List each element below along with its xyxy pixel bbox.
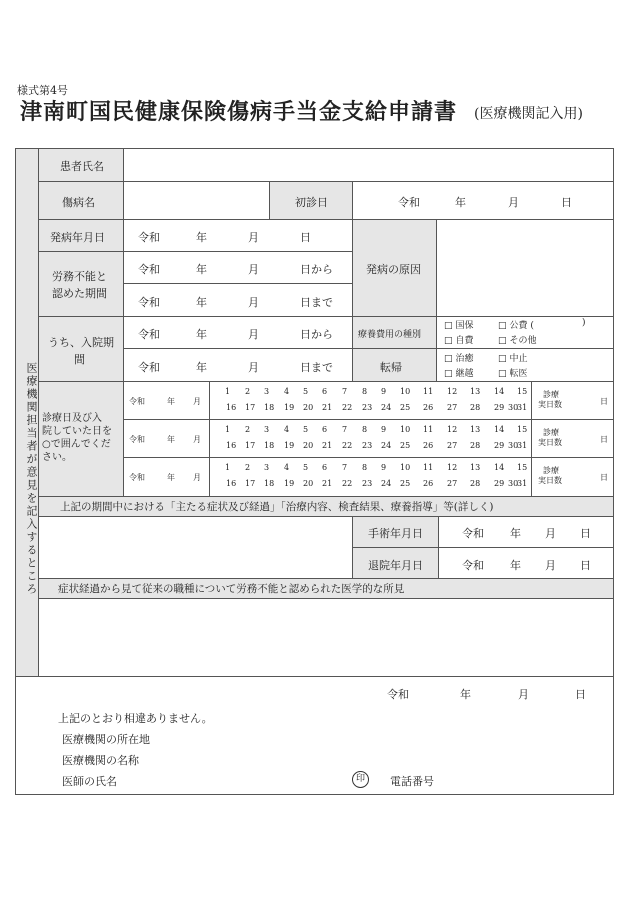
day-cell[interactable]: 18 <box>264 403 275 412</box>
day-cell[interactable]: 10 <box>400 387 411 396</box>
phone-label: 電話番号 <box>390 775 434 788</box>
day-cell[interactable]: 25 <box>400 479 411 488</box>
day-cell[interactable]: 9 <box>381 387 387 396</box>
inpatient-until-era: 令和 <box>138 361 160 374</box>
day-cell[interactable]: 26 <box>423 479 434 488</box>
day-cell[interactable]: 7 <box>342 387 348 396</box>
day-cell[interactable]: 27 <box>447 479 458 488</box>
day-cell[interactable]: 2 <box>245 425 251 434</box>
day-cell[interactable]: 5 <box>303 387 309 396</box>
day-cell[interactable]: 1 <box>225 425 231 434</box>
outcome-option-stopped[interactable]: □ 中止 <box>498 351 528 364</box>
actual-days-label: 診療 <box>543 428 559 437</box>
actual-days-label: 実日数 <box>538 476 562 485</box>
form-number: 様式第4号 <box>17 84 68 97</box>
line <box>209 381 210 496</box>
disease-label: 傷病名 <box>62 196 95 209</box>
doctor-label: 医師の氏名 <box>62 775 117 788</box>
disability-until-era: 令和 <box>138 296 160 309</box>
day-cell[interactable]: 24 <box>381 403 392 412</box>
cost-type-label: 療養費用の種別 <box>358 330 422 340</box>
seal-mark: 印 <box>352 771 369 788</box>
day-cell[interactable]: 8 <box>362 425 368 434</box>
disability-label-1: 労務不能と <box>52 270 107 283</box>
actual-days-label: 実日数 <box>538 400 562 409</box>
day-cell[interactable]: 23 <box>362 479 373 488</box>
day-cell[interactable]: 17 <box>245 441 256 450</box>
inpatient-until-month: 月 <box>248 361 259 374</box>
cost-option-kokuho[interactable]: □ 国保 <box>444 318 474 331</box>
disability-from-day: 日から <box>300 263 333 276</box>
first-visit-month: 月 <box>508 196 519 209</box>
day-cell[interactable]: 21 <box>322 403 333 412</box>
first-visit-label: 初診日 <box>295 196 328 209</box>
certify-day: 日 <box>575 688 586 701</box>
line <box>39 496 614 497</box>
visit-row-year: 年 <box>167 397 175 406</box>
certify-text: 上記のとおり相違ありません。 <box>58 712 213 725</box>
day-cell[interactable]: 25 <box>400 441 411 450</box>
disability-from-year: 年 <box>196 263 207 276</box>
day-cell[interactable]: 18 <box>264 441 275 450</box>
disability-until-day: 日まで <box>300 296 333 309</box>
day-cell[interactable]: 23 <box>362 403 373 412</box>
day-cell[interactable]: 3 <box>264 387 270 396</box>
day-cell[interactable]: 8 <box>362 387 368 396</box>
day-cell[interactable]: 19 <box>284 479 295 488</box>
surgery-date-label: 手術年月日 <box>368 527 423 540</box>
disability-until-month: 月 <box>248 296 259 309</box>
day-cell[interactable]: 9 <box>381 463 387 472</box>
day-cell[interactable]: 13 <box>470 463 481 472</box>
disability-label-2: 認めた期間 <box>52 287 107 300</box>
outcome-label: 転帰 <box>380 361 402 374</box>
address-label: 医療機関の所在地 <box>62 733 150 746</box>
day-cell[interactable]: 31 <box>517 479 528 488</box>
outcome-option-transfer[interactable]: □ 転医 <box>498 366 528 379</box>
discharge-era: 令和 <box>462 559 484 572</box>
visit-row-month: 月 <box>193 473 201 482</box>
day-cell[interactable]: 28 <box>470 403 481 412</box>
line <box>15 676 614 677</box>
line <box>269 181 270 219</box>
certify-month: 月 <box>518 688 529 701</box>
onset-year: 年 <box>196 231 207 244</box>
day-cell[interactable]: 29 <box>494 479 505 488</box>
disability-from-month: 月 <box>248 263 259 276</box>
day-cell[interactable]: 16 <box>226 441 237 450</box>
day-cell[interactable]: 16 <box>226 403 237 412</box>
day-cell[interactable]: 21 <box>322 479 333 488</box>
day-cell[interactable]: 30 <box>508 403 519 412</box>
form-subtitle: (医療機関記入用) <box>474 106 583 122</box>
institution-label: 医療機関の名称 <box>62 754 139 767</box>
day-cell[interactable]: 5 <box>303 425 309 434</box>
day-cell[interactable]: 30 <box>508 479 519 488</box>
inpatient-from-day: 日から <box>300 328 333 341</box>
day-cell[interactable]: 26 <box>423 403 434 412</box>
visit-row-year: 年 <box>167 473 175 482</box>
actual-days-label: 診療 <box>543 390 559 399</box>
day-cell[interactable]: 14 <box>494 425 505 434</box>
day-cell[interactable]: 10 <box>400 463 411 472</box>
visit-row-year: 年 <box>167 435 175 444</box>
day-cell[interactable]: 12 <box>447 463 458 472</box>
day-cell[interactable]: 29 <box>494 441 505 450</box>
line <box>352 181 353 219</box>
line <box>123 348 614 349</box>
first-visit-year: 年 <box>455 196 466 209</box>
day-cell[interactable]: 1 <box>225 463 231 472</box>
day-cell[interactable]: 31 <box>517 441 528 450</box>
visit-days-instructions <box>42 412 112 464</box>
line <box>39 251 352 252</box>
line <box>352 547 614 548</box>
day-cell[interactable]: 15 <box>517 463 528 472</box>
actual-days-label: 実日数 <box>538 438 562 447</box>
day-cell[interactable]: 3 <box>264 425 270 434</box>
inpatient-label-1: うち、入院期 <box>48 336 114 349</box>
surgery-year: 年 <box>510 527 521 540</box>
day-cell[interactable]: 20 <box>303 441 314 450</box>
day-cell[interactable]: 23 <box>362 441 373 450</box>
line <box>39 578 614 579</box>
day-cell[interactable]: 4 <box>284 387 290 396</box>
visit-row-era: 令和 <box>129 397 145 406</box>
line <box>39 219 614 220</box>
onset-era: 令和 <box>138 231 160 244</box>
visit-row-era: 令和 <box>129 435 145 444</box>
actual-days-unit: 日 <box>600 435 608 444</box>
day-cell[interactable]: 16 <box>226 479 237 488</box>
day-cell[interactable]: 26 <box>423 441 434 450</box>
day-cell[interactable]: 27 <box>447 403 458 412</box>
line <box>352 219 353 381</box>
line <box>352 516 353 578</box>
day-cell[interactable]: 6 <box>322 463 328 472</box>
inpatient-until-year: 年 <box>196 361 207 374</box>
day-cell[interactable]: 17 <box>245 403 256 412</box>
line <box>39 316 614 317</box>
day-cell[interactable]: 18 <box>264 479 275 488</box>
day-cell[interactable]: 1 <box>225 387 231 396</box>
symptom-header: 上記の期間中における「主たる症状及び経過」「治療内容、検査結果、療養指導」等(詳しく) <box>60 501 494 513</box>
line <box>39 381 614 382</box>
day-cell[interactable]: 29 <box>494 403 505 412</box>
day-cell[interactable]: 3 <box>264 463 270 472</box>
day-cell[interactable]: 31 <box>517 403 528 412</box>
inpatient-from-era: 令和 <box>138 328 160 341</box>
day-cell[interactable]: 30 <box>508 441 519 450</box>
cause-label: 発病の原因 <box>366 263 421 276</box>
day-cell[interactable]: 11 <box>423 387 434 396</box>
day-cell[interactable]: 20 <box>303 403 314 412</box>
surgery-era: 令和 <box>462 527 484 540</box>
day-cell[interactable]: 22 <box>342 479 353 488</box>
day-cell[interactable]: 22 <box>342 403 353 412</box>
cost-option-jihi[interactable]: □ 自費 <box>444 333 474 346</box>
visit-days-label-line: 院していた日を <box>42 426 112 437</box>
outcome-option-cured[interactable]: □ 治癒 <box>444 351 474 364</box>
visit-row-era: 令和 <box>129 473 145 482</box>
day-cell[interactable]: 14 <box>494 387 505 396</box>
first-visit-day: 日 <box>561 196 572 209</box>
day-cell[interactable]: 7 <box>342 425 348 434</box>
discharge-year: 年 <box>510 559 521 572</box>
day-cell[interactable]: 19 <box>284 441 295 450</box>
day-cell[interactable]: 24 <box>381 441 392 450</box>
certify-era: 令和 <box>387 688 409 701</box>
patient-name-label: 患者氏名 <box>60 160 104 173</box>
day-cell[interactable]: 19 <box>284 403 295 412</box>
day-cell[interactable]: 24 <box>381 479 392 488</box>
day-cell[interactable]: 22 <box>342 441 353 450</box>
actual-days-unit: 日 <box>600 473 608 482</box>
inpatient-label-2: 間 <box>74 353 85 366</box>
inpatient-from-year: 年 <box>196 328 207 341</box>
first-visit-era: 令和 <box>398 196 420 209</box>
day-cell[interactable]: 4 <box>284 425 290 434</box>
day-cell[interactable]: 21 <box>322 441 333 450</box>
discharge-date-label: 退院年月日 <box>368 559 423 572</box>
visit-row-month: 月 <box>193 397 201 406</box>
day-cell[interactable]: 15 <box>517 425 528 434</box>
day-cell[interactable]: 6 <box>322 425 328 434</box>
disability-until-year: 年 <box>196 296 207 309</box>
day-cell[interactable]: 14 <box>494 463 505 472</box>
side-label: 医療機関担当者が意見を記入するところ <box>25 362 38 596</box>
visit-days-label-line: ○で囲んでくだ <box>42 439 111 450</box>
inpatient-until-day: 日まで <box>300 361 333 374</box>
discharge-month: 月 <box>545 559 556 572</box>
line <box>39 516 614 517</box>
cost-option-kohi[interactable]: □ 公費 ( <box>498 318 534 331</box>
disability-from-era: 令和 <box>138 263 160 276</box>
line <box>123 457 614 458</box>
form-title: 津南町国民健康保険傷病手当金支給申請書 <box>20 99 458 125</box>
surgery-month: 月 <box>545 527 556 540</box>
day-cell[interactable]: 20 <box>303 479 314 488</box>
day-cell[interactable]: 2 <box>245 387 251 396</box>
day-cell[interactable]: 6 <box>322 387 328 396</box>
day-cell[interactable]: 10 <box>400 425 411 434</box>
day-cell[interactable]: 15 <box>517 387 528 396</box>
discharge-day: 日 <box>580 559 591 572</box>
day-cell[interactable]: 11 <box>423 463 434 472</box>
line <box>39 598 614 599</box>
surgery-day: 日 <box>580 527 591 540</box>
inpatient-from-month: 月 <box>248 328 259 341</box>
day-cell[interactable]: 28 <box>470 441 481 450</box>
visit-days-label-line: さい。 <box>42 452 72 463</box>
day-cell[interactable]: 7 <box>342 463 348 472</box>
certify-year: 年 <box>460 688 471 701</box>
medical-opinion-header: 症状経過から見て従来の職種について労務不能と認められた医学的な所見 <box>58 583 405 595</box>
day-cell[interactable]: 2 <box>245 463 251 472</box>
line <box>438 516 439 578</box>
onset-day: 日 <box>300 231 311 244</box>
day-cell[interactable]: 27 <box>447 441 458 450</box>
line <box>123 283 352 284</box>
day-cell[interactable]: 17 <box>245 479 256 488</box>
visit-days-label-line: 診療日及び入 <box>42 413 102 424</box>
line <box>39 181 614 182</box>
day-cell[interactable]: 11 <box>423 425 434 434</box>
cost-option-kohi-close: ) <box>582 318 586 328</box>
line <box>123 148 124 496</box>
line <box>123 419 614 420</box>
day-cell[interactable]: 9 <box>381 425 387 434</box>
day-cell[interactable]: 12 <box>447 425 458 434</box>
cost-option-other[interactable]: □ その他 <box>498 333 537 346</box>
day-cell[interactable]: 13 <box>470 425 481 434</box>
visit-row-month: 月 <box>193 435 201 444</box>
actual-days-unit: 日 <box>600 397 608 406</box>
day-cell[interactable]: 5 <box>303 463 309 472</box>
day-cell[interactable]: 28 <box>470 479 481 488</box>
actual-days-label: 診療 <box>543 466 559 475</box>
day-cell[interactable]: 13 <box>470 387 481 396</box>
line <box>531 381 532 496</box>
day-cell[interactable]: 8 <box>362 463 368 472</box>
onset-month: 月 <box>248 231 259 244</box>
onset-label: 発病年月日 <box>50 231 105 244</box>
day-cell[interactable]: 12 <box>447 387 458 396</box>
outcome-option-continued[interactable]: □ 継越 <box>444 366 474 379</box>
line <box>436 219 437 381</box>
day-cell[interactable]: 4 <box>284 463 290 472</box>
day-cell[interactable]: 25 <box>400 403 411 412</box>
